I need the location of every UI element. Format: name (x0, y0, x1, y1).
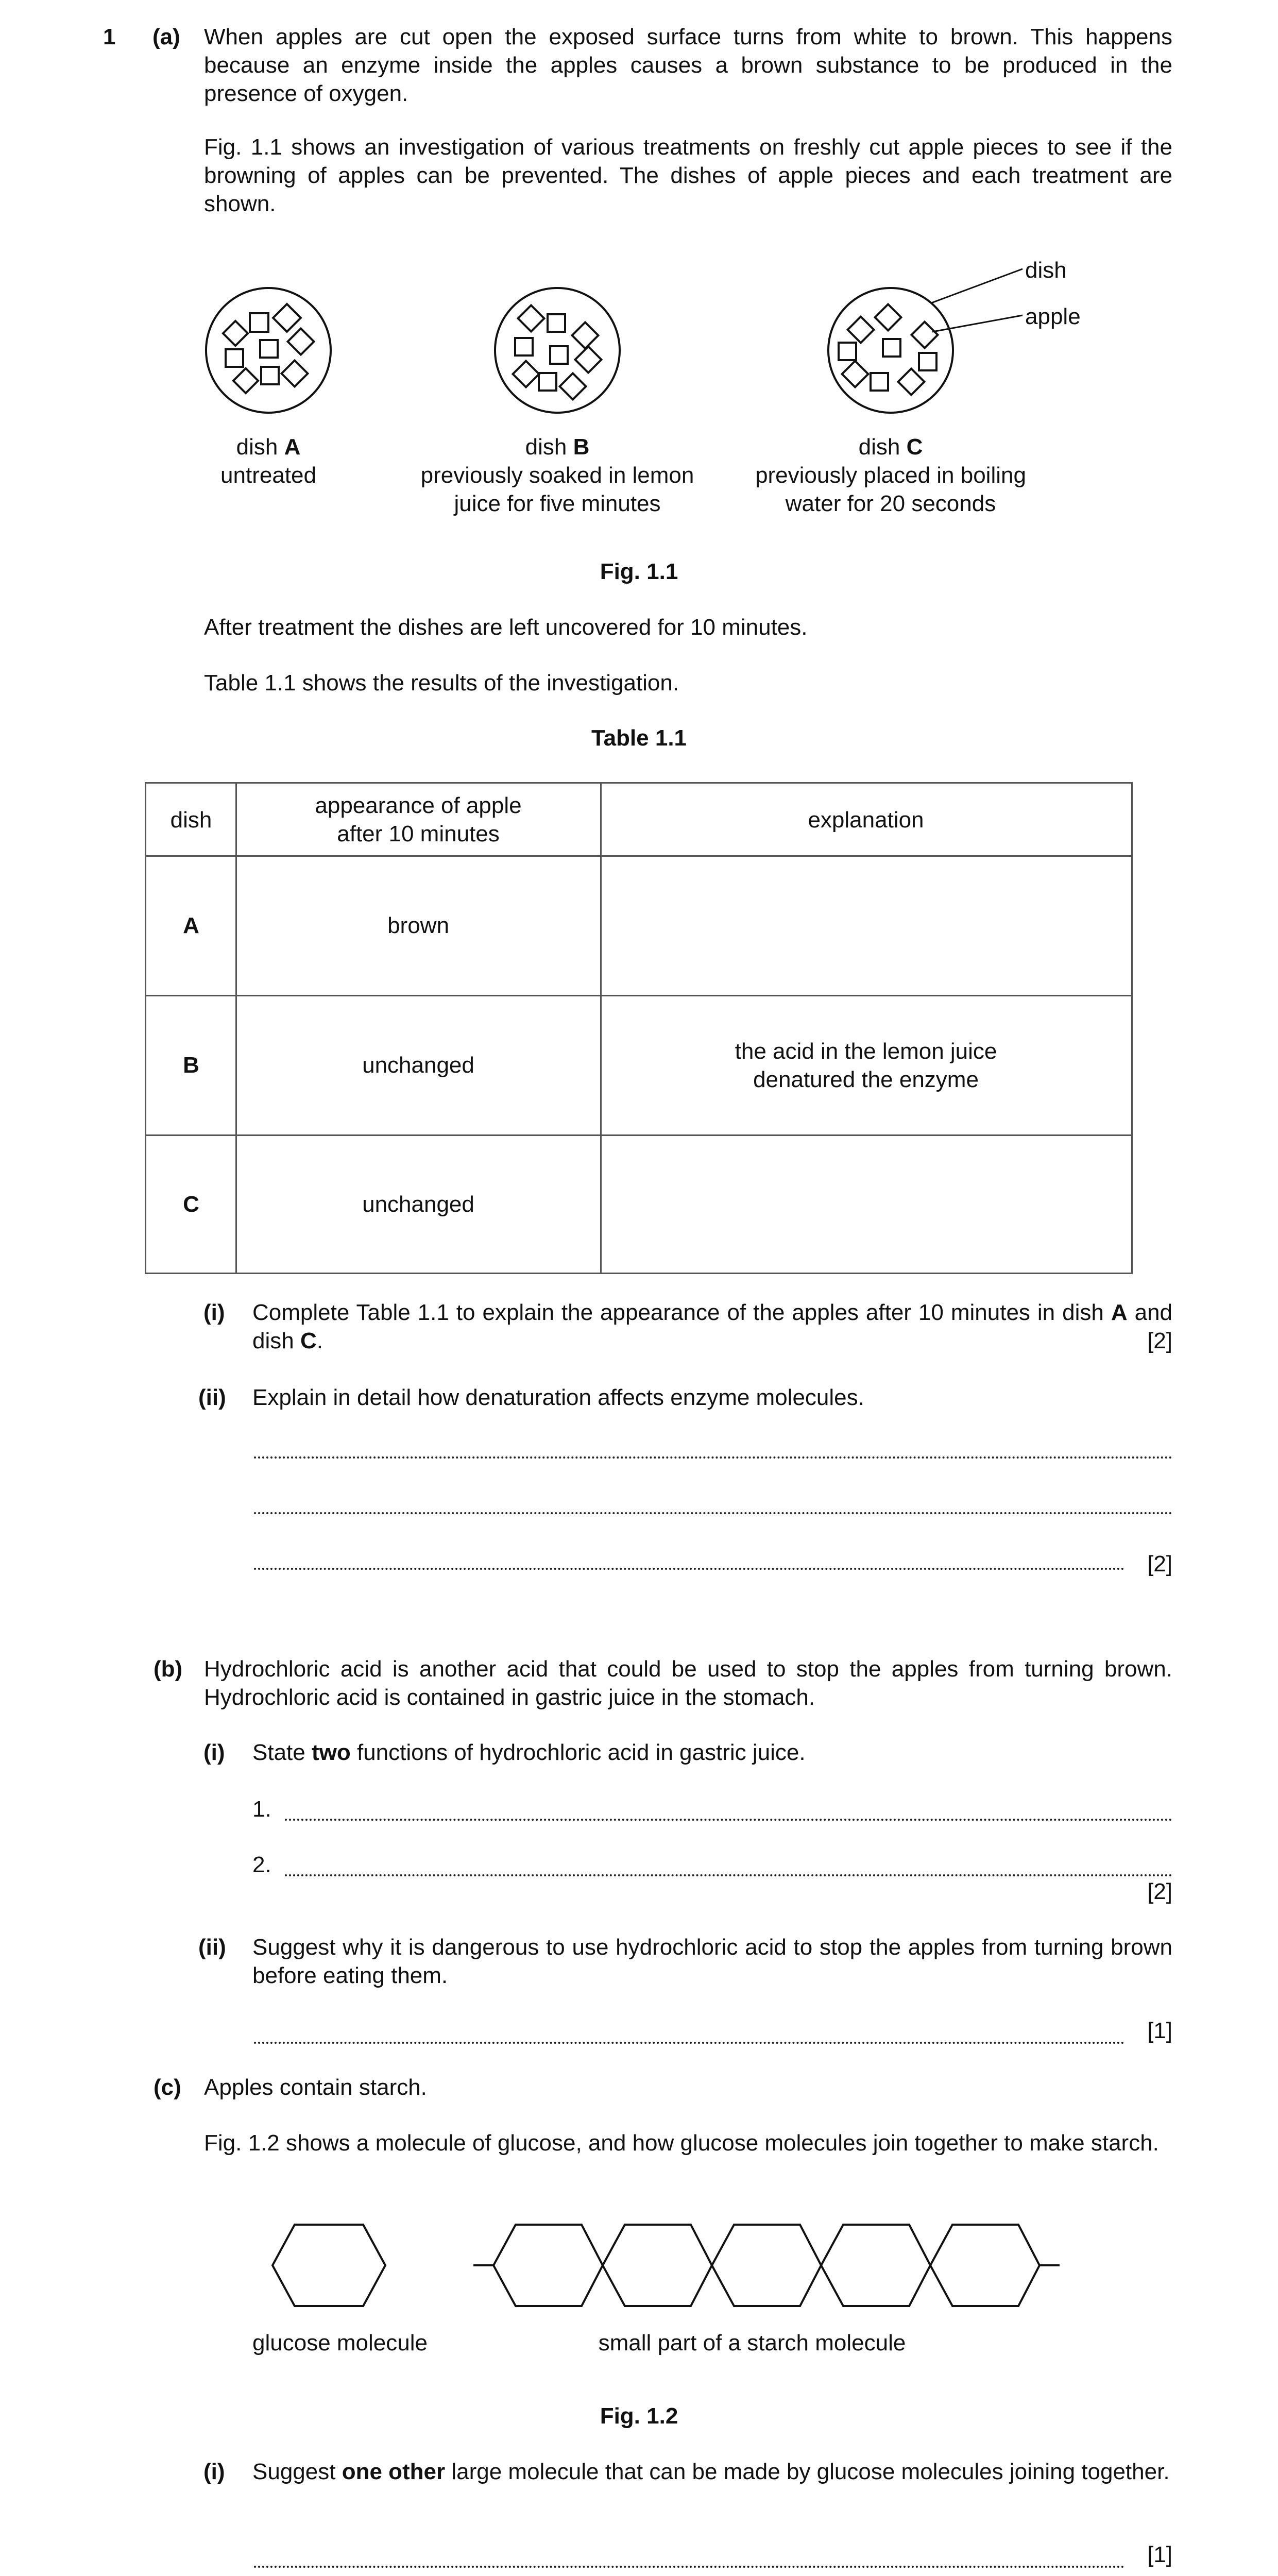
part-b-i-label: (i) (203, 1740, 225, 1765)
starch-chain (473, 2225, 1060, 2306)
part-a-ii-marks: [2] (1147, 1551, 1172, 1577)
part-b-ii-text: Suggest why it is dangerous to use hydrochloric acid to stop the apples from turning brown before eating them. (252, 1935, 1172, 1988)
fig-1-2-diagram (0, 2215, 1278, 2318)
row-a-dish: A (183, 913, 199, 938)
row-b-dish: B (183, 1053, 199, 1078)
part-b-label: (b) (154, 1656, 183, 1682)
fig-1-2-intro: Fig. 1.2 shows a molecule of glucose, and how glucose molecules join together to make starch. (204, 2130, 1159, 2156)
header-dish: dish (170, 807, 212, 833)
after-treatment-text: After treatment the dishes are left uncovered for 10 minutes. (204, 615, 808, 640)
answer-line[interactable] (254, 2566, 1124, 2568)
row-c-dish: C (183, 1191, 199, 1217)
fig-1-2-caption: Fig. 1.2 (600, 2403, 678, 2429)
fig-1-1-intro: Fig. 1.1 shows an investigation of various treatments on freshly cut apple pieces to see if the browning of apples can be prevented. The dishes of apple pieces and each treatment are shown. (204, 134, 1172, 216)
table-intro: Table 1.1 shows the results of the investigation. (204, 670, 679, 696)
part-a-ii-text: Explain in detail how denaturation affects enzyme molecules. (252, 1385, 864, 1410)
answer-line[interactable] (254, 2042, 1124, 2044)
part-a-ii-label: (ii) (198, 1385, 226, 1410)
part-a-i-label: (i) (203, 1300, 225, 1325)
part-c-intro: Apples contain starch. (204, 2075, 427, 2100)
header-appearance: appearance of apple after 10 minutes (315, 793, 522, 846)
label-apple: apple (1025, 304, 1081, 329)
dish-c-drawing (828, 288, 953, 413)
row-b-explanation: the acid in the lemon juice denatured the enzyme (735, 1038, 997, 1092)
answer-line[interactable] (254, 1512, 1172, 1514)
part-a-i-marks: [2] (1147, 1328, 1172, 1353)
part-c-i-marks: [1] (1147, 2542, 1172, 2567)
dish-b-caption: dish B previously soaked in lemon juice for five minutes (420, 434, 694, 516)
dish-c-caption: dish C previously placed in boiling water for 20 seconds (755, 434, 1026, 516)
part-b-i-marks: [2] (1147, 1879, 1172, 1904)
part-b-intro: Hydrochloric acid is another acid that could be used to stop the apples from turning brown. Hydrochloric acid is contained in gastric juice in the stomach. (204, 1656, 1172, 1710)
table-1-1-caption: Table 1.1 (591, 725, 687, 751)
dish-a-caption: dish A untreated (220, 434, 316, 488)
answer-line[interactable] (285, 1819, 1172, 1821)
fig-1-1-caption: Fig. 1.1 (600, 559, 678, 584)
part-a-i-text: Complete Table 1.1 to explain the appearance of the apples after 10 minutes in dish A and dish C. (252, 1300, 1173, 1353)
part-b-ii-marks: [1] (1147, 2018, 1172, 2043)
fig-1-1-diagram (0, 237, 1278, 443)
part-a-label: (a) (152, 24, 180, 49)
part-c-i-text: Suggest one other large molecule that can be made by glucose molecules joining together. (252, 2459, 1170, 2484)
row-c-explanation-answer[interactable] (601, 1135, 1131, 1273)
answer-line[interactable] (254, 1456, 1172, 1459)
question-number: 1 (103, 24, 116, 49)
row-b-appearance: unchanged (362, 1053, 474, 1078)
answer-number-1: 1. (252, 1797, 271, 1822)
starch-molecule-label: small part of a starch molecule (598, 2330, 906, 2355)
row-a-appearance: brown (387, 913, 449, 938)
table-1-1 (145, 782, 1133, 1274)
row-a-explanation-answer[interactable] (601, 856, 1131, 995)
dish-a-drawing (206, 288, 331, 413)
label-dish: dish (1025, 258, 1067, 283)
row-c-appearance: unchanged (362, 1191, 474, 1217)
part-b-i-text: State two functions of hydrochloric acid in gastric juice. (252, 1740, 806, 1765)
answer-number-2: 2. (252, 1852, 271, 1877)
part-c-label: (c) (154, 2075, 181, 2100)
glucose-molecule-hexagon (272, 2225, 385, 2306)
glucose-molecule-label: glucose molecule (252, 2330, 428, 2355)
answer-line[interactable] (254, 1568, 1124, 1570)
part-a-intro: When apples are cut open the exposed surface turns from white to brown. This happens because an enzyme inside the apples causes a brown substance to be produced in the presence of oxygen. (204, 24, 1172, 106)
answer-line[interactable] (285, 1874, 1172, 1876)
header-explanation: explanation (808, 807, 924, 833)
part-c-i-label: (i) (203, 2459, 225, 2484)
part-b-ii-label: (ii) (198, 1935, 226, 1960)
dish-b-drawing (495, 288, 620, 413)
